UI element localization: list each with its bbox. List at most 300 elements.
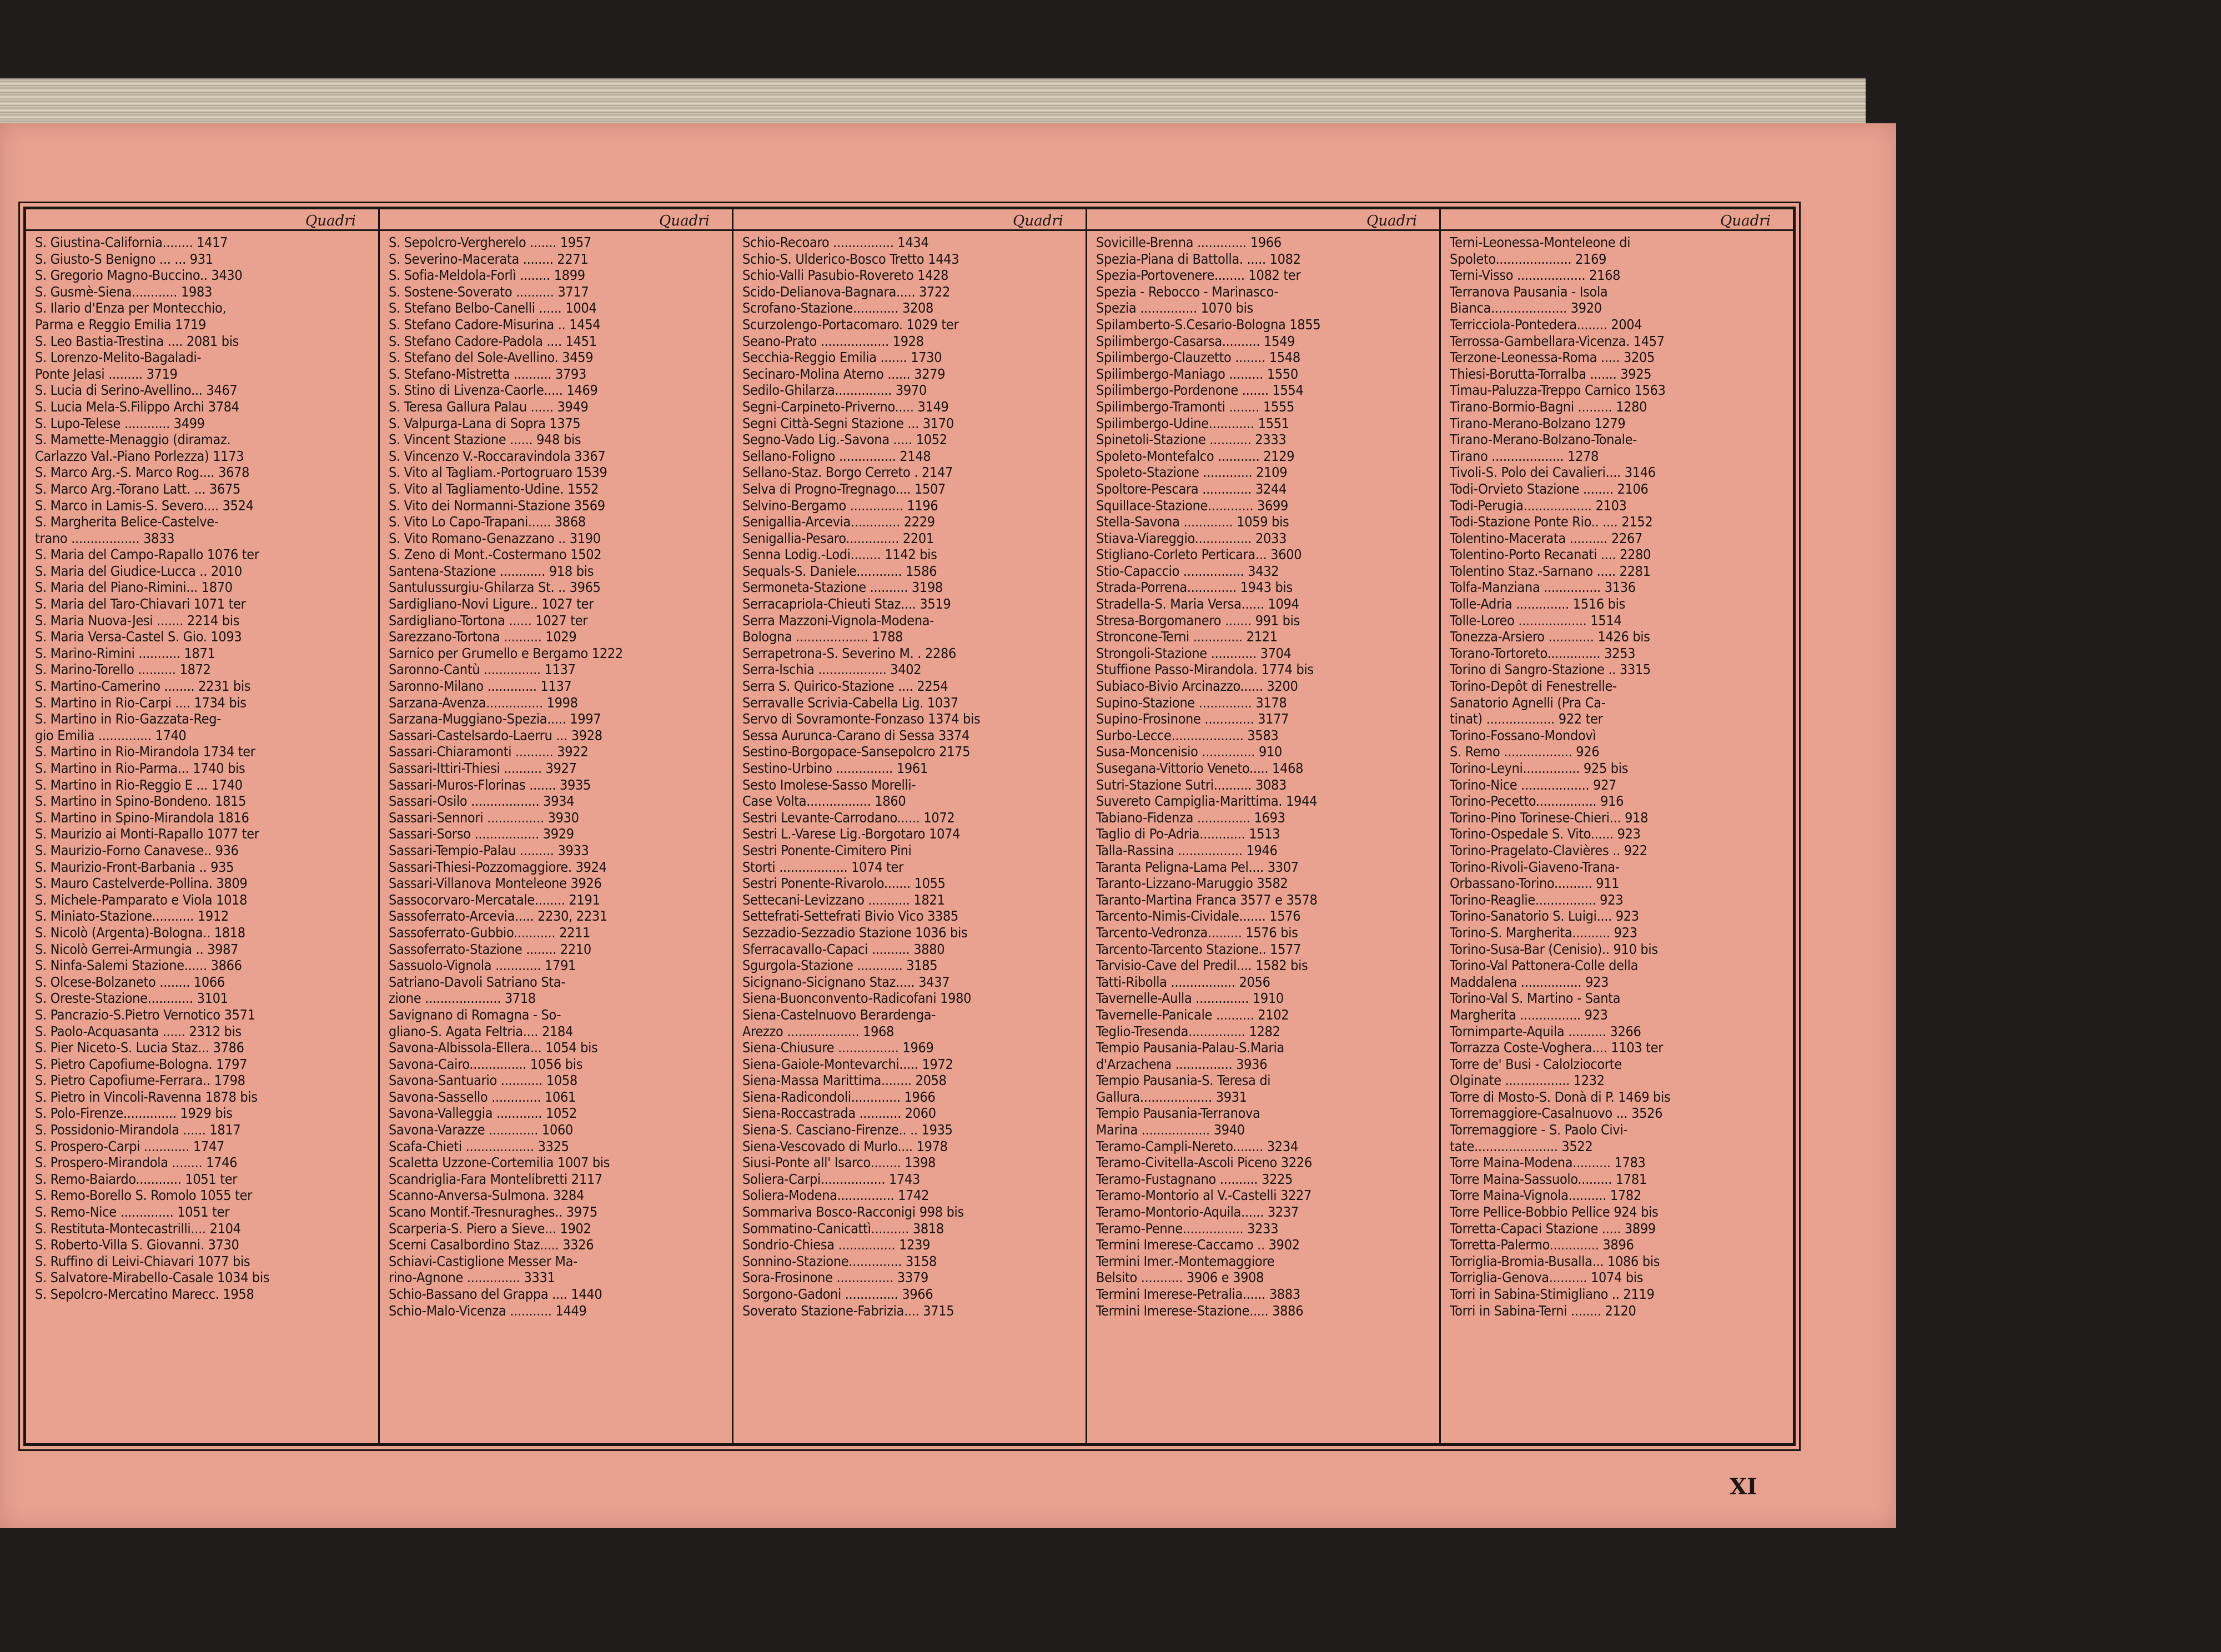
- index-entry: S. Gusmè-Siena............ 1983: [35, 283, 213, 300]
- index-entry: tate...................... 3522: [1450, 1138, 1593, 1154]
- index-entry: Susegana-Vittorio Veneto..... 1468: [1096, 760, 1304, 776]
- index-entry: Scarperia-S. Piero a Sieve... 1902: [389, 1220, 591, 1237]
- index-entry: Termini Imerese-Stazione..... 3886: [1096, 1302, 1304, 1319]
- index-entry: S. Martino in Spino-Mirandola 1816: [35, 809, 249, 826]
- index-entry: S. Vincent Stazione ...... 948 bis: [389, 431, 581, 448]
- index-entry: Segni-Carpineto-Priverno..... 3149: [742, 398, 949, 415]
- index-entry: Carlazzo Val.-Piano Porlezza) 1173: [35, 448, 244, 464]
- index-entry: S. Remo-Borello S. Romolo 1055 ter: [35, 1187, 253, 1204]
- index-entry: Sassuolo-Vignola ............ 1791: [389, 957, 576, 974]
- index-entry: Stella-Savona ............. 1059 bis: [1096, 514, 1289, 530]
- index-entry: Serra Mazzoni-Vignola-Modena-: [742, 612, 934, 629]
- index-entry: S. Miniato-Stazione........... 1912: [35, 908, 229, 925]
- index-entry: Serra-Ischia .................. 3402: [742, 661, 922, 678]
- index-entry: S. Prospero-Carpi ............ 1747: [35, 1138, 224, 1154]
- index-entry: Sassari-Sennori ............... 3930: [389, 809, 579, 826]
- index-entry: Savona-Varazze ............. 1060: [389, 1122, 573, 1138]
- index-entry: Orbassano-Torino.......... 911: [1450, 875, 1620, 892]
- index-entry: Torino-Pecetto................ 916: [1450, 793, 1624, 810]
- index-entry: Taranto-Lizzano-Maruggio 3582: [1096, 875, 1288, 892]
- index-entry: S. Marco Arg.-Torano Latt. ... 3675: [35, 480, 241, 497]
- index-entry: Soliera-Modena............... 1742: [742, 1187, 929, 1204]
- index-entry: S. Vito Romano-Genazzano .. 3190: [389, 530, 601, 546]
- index-entry: zione .................... 3718: [389, 990, 536, 1007]
- index-entry: Tolfa-Manziana ............... 3136: [1450, 579, 1636, 596]
- index-entry: Tarcento-Vedronza......... 1576 bis: [1096, 924, 1298, 941]
- index-entry: Torre Maina-Sassuolo......... 1781: [1450, 1171, 1647, 1187]
- index-entry: trano .................. 3833: [35, 530, 175, 546]
- index-entry: Stiava-Viareggio............... 2033: [1096, 530, 1287, 546]
- index-entry: Saronno-Cantù ............... 1137: [389, 661, 576, 678]
- column-entries: [389, 234, 723, 1319]
- index-entry: Siena-Buonconvento-Radicofani 1980: [742, 990, 972, 1007]
- index-entry: Sorgono-Gadoni .............. 3966: [742, 1286, 933, 1302]
- index-entry: Settefrati-Settefrati Bivio Vico 3385: [742, 908, 959, 925]
- index-entry: Siena-Gaiole-Montevarchi..... 1972: [742, 1056, 953, 1072]
- index-entry: Teramo-Montorio al V.-Castelli 3227: [1096, 1187, 1312, 1204]
- index-entry: Sarezzano-Tortona .......... 1029: [389, 629, 577, 645]
- index-entry: S. Leo Bastia-Trestina .... 2081 bis: [35, 333, 239, 349]
- index-entry: S. Maria del Giudice-Lucca .. 2010: [35, 563, 242, 579]
- index-entry: Spezia - Rebocco - Marinasco-: [1096, 283, 1279, 300]
- index-entry: Taranto-Martina Franca 3577 e 3578: [1096, 891, 1318, 908]
- index-entry: Olginate ................. 1232: [1450, 1072, 1605, 1089]
- index-entry: Siena-Castelnuovo Berardenga-: [742, 1006, 936, 1023]
- index-entry: Ponte Jelasi ......... 3719: [35, 365, 178, 382]
- index-entry: Sferracavallo-Capaci .......... 3880: [742, 941, 945, 957]
- index-entry: Sesto Imolese-Sasso Morelli-: [742, 776, 916, 793]
- index-entry: Torino-Val S. Martino - Santa: [1450, 990, 1621, 1007]
- index-entry: S. Michele-Pamparato e Viola 1018: [35, 891, 248, 908]
- index-entry: Torre de' Busi - Calolziocorte: [1450, 1056, 1622, 1072]
- index-entry: S. Salvatore-Mirabello-Casale 1034 bis: [35, 1269, 270, 1286]
- index-entry: Spilamberto-S.Cesario-Bologna 1855: [1096, 316, 1321, 333]
- index-entry: Savona-Valleggia ............ 1052: [389, 1105, 577, 1122]
- index-entry: Torre Maina-Vignola.......... 1782: [1450, 1187, 1641, 1204]
- index-entry: S. Stefano Belbo-Canelli ...... 1004: [389, 300, 597, 317]
- index-entry: Todi-Orvieto Stazione ........ 2106: [1450, 480, 1649, 497]
- index-entry: S. Martino-Camerino ........ 2231 bis: [35, 678, 251, 695]
- index-entry: Tolle-Loreo .................. 1514: [1450, 612, 1622, 629]
- index-entry: Todi-Perugia.................. 2103: [1450, 497, 1627, 514]
- index-entry: Supino-Frosinone ............. 3177: [1096, 711, 1289, 727]
- index-column-1: [26, 209, 378, 1443]
- index-entry: Sutri-Stazione Sutri.......... 3083: [1096, 776, 1287, 793]
- index-entry: Schio-Recoaro ................ 1434: [742, 234, 929, 250]
- index-column-4: [1086, 209, 1439, 1443]
- column-entries: [1450, 234, 1784, 1319]
- index-entry: Sassoferrato-Stazione ........ 2210: [389, 941, 591, 957]
- index-entry: Sgurgola-Stazione ............ 3185: [742, 957, 938, 974]
- index-entry: Sestri Levante-Carrodano...... 1072: [742, 809, 955, 826]
- index-entry: Susa-Moncenisio .............. 910: [1096, 744, 1283, 760]
- index-entry: Taranta Peligna-Lama Pel.... 3307: [1096, 858, 1299, 875]
- index-entry: Torino-Rivoli-Giaveno-Trana-: [1450, 858, 1620, 875]
- index-entry: Stresa-Borgomanero ....... 991 bis: [1096, 612, 1300, 629]
- index-entry: Savona-Albissola-Ellera... 1054 bis: [389, 1040, 598, 1056]
- index-entry: Sarzana-Muggiano-Spezia..... 1997: [389, 711, 601, 727]
- index-entry: S. Ninfa-Salemi Stazione...... 3866: [35, 957, 242, 974]
- index-entry: S. Vito al Tagliam.-Portogruaro 1539: [389, 464, 607, 481]
- index-entry: Torino-S. Margherita.......... 923: [1450, 924, 1637, 941]
- index-entry: Savona-Sassello ............. 1061: [389, 1088, 576, 1105]
- index-entry: Sardigliano-Tortona ...... 1027 ter: [389, 612, 588, 629]
- index-entry: Sommatino-Canicattì.......... 3818: [742, 1220, 944, 1237]
- index-entry: S. Maria del Taro-Chiavari 1071 ter: [35, 596, 246, 612]
- index-entry: Servo di Sovramonte-Fonzaso 1374 bis: [742, 711, 981, 727]
- index-column-5: [1439, 209, 1793, 1443]
- index-entry: Teglio-Tresenda............... 1282: [1096, 1023, 1280, 1040]
- index-entry: Termini Imerese-Petralia...... 3883: [1096, 1286, 1300, 1302]
- index-entry: Thiesi-Borutta-Torralba ....... 3925: [1450, 365, 1652, 382]
- index-entry: Sassoferrato-Arcevia..... 2230, 2231: [389, 908, 607, 925]
- column-header: Quadri: [380, 213, 732, 231]
- index-entry: Tabiano-Fidenza .............. 1693: [1096, 809, 1285, 826]
- index-entry: Teramo-Fustagnano .......... 3225: [1096, 1171, 1293, 1187]
- index-entry: S. Sofia-Meldola-Forlì ........ 1899: [389, 267, 585, 284]
- index-entry: Scanno-Anversa-Sulmona. 3284: [389, 1187, 584, 1204]
- index-entry: gliano-S. Agata Feltria.... 2184: [389, 1023, 573, 1040]
- index-entry: Sermoneta-Stazione .......... 3198: [742, 579, 943, 596]
- index-entry: Sanatorio Agnelli (Pra Ca-: [1450, 694, 1606, 711]
- index-entry: S. Martino in Rio-Reggio E ... 1740: [35, 776, 243, 793]
- index-entry: Stradella-S. Maria Versa...... 1094: [1096, 596, 1299, 612]
- index-entry: Schio-Valli Pasubio-Rovereto 1428: [742, 267, 949, 284]
- index-entry: Terranova Pausania - Isola: [1450, 283, 1608, 300]
- index-entry: Sezzadio-Sezzadio Stazione 1036 bis: [742, 924, 968, 941]
- index-entry: rino-Agnone .............. 3331: [389, 1269, 555, 1286]
- index-entry: Siena-S. Casciano-Firenze.. .. 1935: [742, 1122, 953, 1138]
- index-entry: Sestri L.-Varese Lig.-Borgotaro 1074: [742, 826, 961, 842]
- index-entry: S. Sostene-Soverato .......... 3717: [389, 283, 589, 300]
- index-entry: S. Martino in Rio-Gazzata-Reg-: [35, 711, 222, 727]
- column-header: Quadri: [1087, 213, 1439, 231]
- index-entry: S. Prospero-Mirandola ........ 1746: [35, 1154, 238, 1171]
- index-column-2: [378, 209, 732, 1443]
- index-entry: Seano-Prato .................. 1928: [742, 333, 924, 349]
- index-entry: S. Pietro Capofiume-Ferrara.. 1798: [35, 1072, 245, 1089]
- index-entry: S. Severino-Macerata ........ 2271: [389, 250, 589, 267]
- index-entry: Sassari-Muros-Florinas ....... 3935: [389, 776, 591, 793]
- index-entry: S. Sepolcro-Mercatino Marecc. 1958: [35, 1286, 254, 1302]
- index-column-3: [732, 209, 1086, 1443]
- index-entry: Scaletta Uzzone-Cortemilia 1007 bis: [389, 1154, 610, 1171]
- column-entries: [742, 234, 1077, 1319]
- index-entry: Scerni Casalbordino Staz..... 3326: [389, 1237, 594, 1253]
- index-entry: S. Stino di Livenza-Caorle..... 1469: [389, 382, 598, 399]
- index-entry: Supino-Stazione .............. 3178: [1096, 694, 1287, 711]
- index-entry: S. Maurizio-Forno Canavese.. 936: [35, 842, 239, 858]
- index-entry: Tempio Pausania-Terranova: [1096, 1105, 1260, 1122]
- index-entry: Margherita ................ 923: [1450, 1006, 1608, 1023]
- index-entry: S. Vito al Tagliamento-Udine. 1552: [389, 480, 599, 497]
- index-entry: S. Maria Nuova-Jesi ....... 2214 bis: [35, 612, 240, 629]
- index-entry: S. Giustina-California........ 1417: [35, 234, 228, 250]
- column-entries: [1096, 234, 1430, 1319]
- index-entry: S. Maria Versa-Castel S. Gio. 1093: [35, 629, 242, 645]
- index-entry: Siena-Roccastrada ........... 2060: [742, 1105, 936, 1122]
- index-entry: Santulussurgiu-Ghilarza St. .. 3965: [389, 579, 601, 596]
- index-entry: S. Marino-Torello .......... 1872: [35, 661, 211, 678]
- index-entry: Torino-Susa-Bar (Cenisio).. 910 bis: [1450, 941, 1658, 957]
- index-entry: Torino-Ospedale S. Vito...... 923: [1450, 826, 1641, 842]
- index-entry: Strada-Porrena............. 1943 bis: [1096, 579, 1293, 596]
- index-entry: Stuffione Passo-Mirandola. 1774 bis: [1096, 661, 1314, 678]
- index-entry: S. Lucia Mela-S.Filippo Archi 3784: [35, 398, 239, 415]
- index-entry: Spezia-Portovenere........ 1082 ter: [1096, 267, 1301, 284]
- index-entry: Schio-Malo-Vicenza ........... 1449: [389, 1302, 587, 1319]
- index-entry: Torremaggiore-Casalnuovo ... 3526: [1450, 1105, 1663, 1122]
- index-entry: Tolentino-Porto Recanati .... 2280: [1450, 546, 1651, 563]
- index-entry: S. Maurizio-Front-Barbania .. 935: [35, 858, 234, 875]
- index-entry: Sassoferrato-Gubbio........... 2211: [389, 924, 591, 941]
- index-entry: Tornimparte-Aquila .......... 3266: [1450, 1023, 1641, 1040]
- index-entry: Terni-Leonessa-Monteleone di: [1450, 234, 1631, 250]
- index-entry: S. Pietro in Vincoli-Ravenna 1878 bis: [35, 1088, 258, 1105]
- index-entry: Terzone-Leonessa-Roma ..... 3205: [1450, 349, 1655, 366]
- index-entry: Spilimbergo-Casarsa.......... 1549: [1096, 333, 1295, 349]
- index-entry: Schiavi-Castiglione Messer Ma-: [389, 1253, 577, 1269]
- index-entry: Spoleto.................... 2169: [1450, 250, 1607, 267]
- index-entry: Torino-Pino Torinese-Chieri... 918: [1450, 809, 1649, 826]
- index-entry: S. Marco in Lamis-S. Severo.... 3524: [35, 497, 254, 514]
- index-entry: d'Arzachena ............... 3936: [1096, 1056, 1268, 1072]
- index-entry: S. Stefano del Sole-Avellino. 3459: [389, 349, 594, 366]
- index-entry: Tarvisio-Cave del Predil.... 1582 bis: [1096, 957, 1308, 974]
- index-entry: Scafa-Chieti .................. 3325: [389, 1138, 569, 1154]
- index-entry: S. Maria del Campo-Rapallo 1076 ter: [35, 546, 259, 563]
- index-entry: Settecani-Levizzano ........... 1821: [742, 891, 945, 908]
- index-entry: Tonezza-Arsiero ............ 1426 bis: [1450, 629, 1650, 645]
- index-entry: Sovicille-Brenna ............. 1966: [1096, 234, 1282, 250]
- index-entry: Arezzo ................... 1968: [742, 1023, 895, 1040]
- index-entry: Torino di Sangro-Stazione .. 3315: [1450, 661, 1651, 678]
- index-entry: Torremaggiore - S. Paolo Civi-: [1450, 1122, 1628, 1138]
- index-entry: S. Maurizio ai Monti-Rapallo 1077 ter: [35, 826, 259, 842]
- index-entry: Santena-Stazione ............ 918 bis: [389, 563, 594, 579]
- index-entry: S. Mamette-Menaggio (diramaz.: [35, 431, 231, 448]
- index-entry: Spilimbergo-Tramonti ........ 1555: [1096, 398, 1294, 415]
- index-entry: S. Remo .................. 926: [1450, 744, 1600, 760]
- index-entry: Sonnino-Stazione.............. 3158: [742, 1253, 937, 1269]
- index-entry: Selva di Progno-Tregnago.... 1507: [742, 480, 946, 497]
- index-entry: Spinetoli-Stazione ........... 2333: [1096, 431, 1287, 448]
- index-entry: Siena-Radicondoli............. 1966: [742, 1088, 936, 1105]
- index-entry: Termini Imer.-Montemaggiore: [1096, 1253, 1275, 1269]
- index-entry: Marina .................. 3940: [1096, 1122, 1245, 1138]
- index-entry: S. Vito Lo Capo-Trapani...... 3868: [389, 514, 586, 530]
- column-header: Quadri: [1441, 213, 1793, 231]
- index-entry: Torino-Fossano-Mondovì: [1450, 727, 1596, 744]
- index-entry: S. Vito dei Normanni-Stazione 3569: [389, 497, 605, 514]
- index-entry: Senna Lodig.-Lodi........ 1142 bis: [742, 546, 937, 563]
- index-entry: S. Mauro Castelverde-Pollina. 3809: [35, 875, 248, 892]
- index-entry: Surbo-Lecce................... 3583: [1096, 727, 1279, 744]
- index-entry: Sassari-Castelsardo-Laerru ... 3928: [389, 727, 602, 744]
- index-entry: S. Vincenzo V.-Roccaravindola 3367: [389, 448, 606, 464]
- index-entry: S. Martino in Rio-Parma... 1740 bis: [35, 760, 245, 776]
- index-entry: Savona-Santuario ........... 1058: [389, 1072, 577, 1089]
- index-entry: Torino-Depôt di Fenestrelle-: [1450, 678, 1617, 695]
- index-entry: Savona-Cairo............... 1056 bis: [389, 1056, 583, 1072]
- index-entry: Tatti-Ribolla ................. 2056: [1096, 973, 1270, 990]
- index-entry: Sassocorvaro-Mercatale........ 2191: [389, 891, 600, 908]
- index-entry: Spoltore-Pescara ............. 3244: [1096, 480, 1287, 497]
- index-entry: S. Martino in Rio-Mirandola 1734 ter: [35, 744, 255, 760]
- index-entry: Segno-Vado Lig.-Savona ..... 1052: [742, 431, 947, 448]
- index-entry: Soliera-Carpi................. 1743: [742, 1171, 921, 1187]
- index-entry: Schio-Bassano del Grappa .... 1440: [389, 1286, 602, 1302]
- index-entry: S. Restituta-Montecastrilli.... 2104: [35, 1220, 241, 1237]
- index-entry: Strongoli-Stazione ............ 3704: [1096, 645, 1292, 661]
- index-entry: Senigallia-Pesaro.............. 2201: [742, 530, 934, 546]
- index-entry: Sassari-Tempio-Palau ......... 3933: [389, 842, 589, 858]
- index-entry: tinat) .................. 922 ter: [1450, 711, 1603, 727]
- page-number: XI: [1730, 1474, 1757, 1500]
- index-entry: Stroncone-Terni ............. 2121: [1096, 629, 1278, 645]
- index-entry: Torriglia-Bromia-Busalla... 1086 bis: [1450, 1253, 1660, 1269]
- index-entry: Torano-Tortoreto.............. 3253: [1450, 645, 1636, 661]
- index-entry: Satriano-Davoli Satriano Sta-: [389, 973, 566, 990]
- index-entry: Sassari-Osilo .................. 3934: [389, 793, 575, 810]
- index-entry: Scurzolengo-Portacomaro. 1029 ter: [742, 316, 959, 333]
- index-entry: Torino-Reaglie................ 923: [1450, 891, 1624, 908]
- index-entry: Sassari-Thiesi-Pozzomaggiore. 3924: [389, 858, 607, 875]
- index-entry: Tivoli-S. Polo dei Cavalieri.... 3146: [1450, 464, 1656, 481]
- index-entry: Teramo-Campli-Nereto........ 3234: [1096, 1138, 1298, 1154]
- index-entry: Sardigliano-Novi Ligure.. 1027 ter: [389, 596, 594, 612]
- index-entry: Torretta-Palermo............. 3896: [1450, 1237, 1634, 1253]
- index-entry: S. Lupo-Telese ............ 3499: [35, 415, 205, 431]
- index-entry: Sessa Aurunca-Carano di Sessa 3374: [742, 727, 970, 744]
- index-entry: S. Polo-Firenze.............. 1929 bis: [35, 1105, 233, 1122]
- index-entry: S. Stefano Cadore-Misurina .. 1454: [389, 316, 601, 333]
- index-entry: S. Lucia di Serino-Avellino... 3467: [35, 382, 238, 399]
- index-entry: Tirano-Bormio-Bagni ......... 1280: [1450, 398, 1647, 415]
- index-entry: Torino-Pragelato-Clavières .. 922: [1450, 842, 1647, 858]
- index-entry: Serravalle Scrivia-Cabella Lig. 1037: [742, 694, 958, 711]
- index-table: [23, 207, 1796, 1446]
- index-entry: Serracapriola-Chieuti Staz.... 3519: [742, 596, 951, 612]
- index-entry: S. Martino in Rio-Carpi .... 1734 bis: [35, 694, 247, 711]
- index-entry: S. Remo-Baiardo............ 1051 ter: [35, 1171, 238, 1187]
- index-entry: Spilimbergo-Pordenone ....... 1554: [1096, 382, 1304, 399]
- index-entry: Sestino-Urbino ............... 1961: [742, 760, 928, 776]
- index-entry: Sellano-Foligno ............... 2148: [742, 448, 931, 464]
- index-entry: Todi-Stazione Ponte Rio.. .... 2152: [1450, 514, 1653, 530]
- index-entry: Sestri Ponente-Rivarolo....... 1055: [742, 875, 946, 892]
- index-entry: S. Maria del Piano-Rimini... 1870: [35, 579, 233, 596]
- index-entry: Torre di Mosto-S. Donà di P. 1469 bis: [1450, 1088, 1671, 1105]
- index-entry: Torre Pellice-Bobbio Pellice 924 bis: [1450, 1204, 1659, 1221]
- index-entry: Taglio di Po-Adria............ 1513: [1096, 826, 1280, 842]
- index-entry: Torri in Sabina-Stimigliano .. 2119: [1450, 1286, 1655, 1302]
- index-entry: Sassari-Chiaramonti .......... 3922: [389, 744, 589, 760]
- index-entry: S. Pancrazio-S.Pietro Vernotico 3571: [35, 1006, 255, 1023]
- index-entry: S. Teresa Gallura Palau ...... 3949: [389, 398, 589, 415]
- index-entry: Torriglia-Genova.......... 1074 bis: [1450, 1269, 1644, 1286]
- index-entry: Tempio Pausania-Palau-S.Maria: [1096, 1040, 1284, 1056]
- index-entry: S. Gregorio Magno-Buccino.. 3430: [35, 267, 243, 284]
- index-entry: Sassari-Sorso ................. 3929: [389, 826, 574, 842]
- index-entry: S. Stefano-Mistretta .......... 3793: [389, 365, 587, 382]
- index-entry: S. Pier Niceto-S. Lucia Staz... 3786: [35, 1040, 244, 1056]
- index-entry: Scano Montif.-Tresnuraghes.. 3975: [389, 1204, 597, 1221]
- index-entry: Secchia-Reggio Emilia ....... 1730: [742, 349, 942, 366]
- index-entry: Subiaco-Bivio Arcinazzo...... 3200: [1096, 678, 1298, 695]
- index-entry: Sicignano-Sicignano Staz..... 3437: [742, 973, 950, 990]
- index-entry: S. Marco Arg.-S. Marco Rog.... 3678: [35, 464, 250, 481]
- index-entry: Sommariva Bosco-Racconigi 998 bis: [742, 1204, 964, 1221]
- index-entry: Sassari-Ittiri-Thiesi .......... 3927: [389, 760, 577, 776]
- index-entry: Spoleto-Stazione ............. 2109: [1096, 464, 1288, 481]
- index-entry: Sondrio-Chiesa ............... 1239: [742, 1237, 931, 1253]
- index-entry: Torre Maina-Modena.......... 1783: [1450, 1154, 1646, 1171]
- index-entry: S. Nicolò (Argenta)-Bologna.. 1818: [35, 924, 245, 941]
- index-entry: Case Volta................. 1860: [742, 793, 906, 810]
- index-entry: Spezia ............... 1070 bis: [1096, 300, 1253, 317]
- index-entry: Torino-Sanatorio S. Luigi.... 923: [1450, 908, 1639, 925]
- index-entry: S. Ilario d'Enza per Montecchio,: [35, 300, 227, 317]
- index-entry: Termini Imerese-Caccamo .. 3902: [1096, 1237, 1300, 1253]
- index-entry: Tirano ................... 1278: [1450, 448, 1599, 464]
- index-entry: Talla-Rassina ................. 1946: [1096, 842, 1278, 858]
- index-entry: Secinaro-Molina Aterno ...... 3279: [742, 365, 946, 382]
- index-entry: Stigliano-Corleto Perticara... 3600: [1096, 546, 1302, 563]
- index-entry: Tolle-Adria .............. 1516 bis: [1450, 596, 1626, 612]
- index-entry: S. Marino-Rimini ........... 1871: [35, 645, 215, 661]
- index-entry: Torino-Val Pattonera-Colle della: [1450, 957, 1639, 974]
- index-entry: Teramo-Montorio-Aquila...... 3237: [1096, 1204, 1299, 1221]
- index-entry: Tavernelle-Aulla .............. 1910: [1096, 990, 1284, 1007]
- index-entry: Serra S. Quirico-Stazione .... 2254: [742, 678, 948, 695]
- index-entry: Senigallia-Arcevia............. 2229: [742, 514, 935, 530]
- index-entry: S. Oreste-Stazione............ 3101: [35, 990, 228, 1007]
- index-entry: Tavernelle-Panicale .......... 2102: [1096, 1006, 1289, 1023]
- index-entry: S. Possidonio-Mirandola ...... 1817: [35, 1122, 241, 1138]
- index-entry: S. Remo-Nice .............. 1051 ter: [35, 1204, 230, 1221]
- index-entry: Squillace-Stazione............ 3699: [1096, 497, 1289, 514]
- index-entry: S. Zeno di Mont.-Costermano 1502: [389, 546, 602, 563]
- index-entry: Serrapetrona-S. Severino M. . 2286: [742, 645, 956, 661]
- index-entry: Siena-Massa Marittima........ 2058: [742, 1072, 947, 1089]
- index-entry: Tirano-Merano-Bolzano-Tonale-: [1450, 431, 1637, 448]
- index-entry: Saronno-Milano ............. 1137: [389, 678, 572, 695]
- index-entry: Belsito ........... 3906 e 3908: [1096, 1269, 1264, 1286]
- index-entry: Soverato Stazione-Fabrizia.... 3715: [742, 1302, 954, 1319]
- index-entry: Bianca.................... 3920: [1450, 300, 1602, 317]
- index-entry: S. Paolo-Acquasanta ...... 2312 bis: [35, 1023, 242, 1040]
- index-entry: Stio-Capaccio ................ 3432: [1096, 563, 1279, 579]
- index-entry: Sarnico per Grumello e Bergamo 1222: [389, 645, 623, 661]
- index-entry: Torretta-Capaci Stazione ..... 3899: [1450, 1220, 1656, 1237]
- index-entry: Tarcento-Tarcento Stazione.. 1577: [1096, 941, 1302, 957]
- index-entry: S. Lorenzo-Melito-Bagaladi-: [35, 349, 202, 366]
- index-entry: S. Ruffino di Leivi-Chiavari 1077 bis: [35, 1253, 250, 1269]
- index-entry: Segni Città-Segni Stazione ... 3170: [742, 415, 954, 431]
- index-entry: Sassari-Villanova Monteleone 3926: [389, 875, 602, 892]
- index-entry: Tempio Pausania-S. Teresa di: [1096, 1072, 1271, 1089]
- index-entry: S. Martino in Spino-Bondeno. 1815: [35, 793, 247, 810]
- index-entry: Spilimbergo-Udine............ 1551: [1096, 415, 1289, 431]
- index-entry: Sellano-Staz. Borgo Cerreto . 2147: [742, 464, 953, 481]
- index-entry: Tolentino Staz.-Sarnano ..... 2281: [1450, 563, 1651, 579]
- index-entry: Sedilo-Ghilarza............... 3970: [742, 382, 927, 399]
- index-entry: Terricciola-Pontedera........ 2004: [1450, 316, 1642, 333]
- index-entry: S. Margherita Belice-Castelve-: [35, 514, 219, 530]
- index-entry: Selvino-Bergamo .............. 1196: [742, 497, 938, 514]
- index-entry: Torino-Nice .................. 927: [1450, 776, 1617, 793]
